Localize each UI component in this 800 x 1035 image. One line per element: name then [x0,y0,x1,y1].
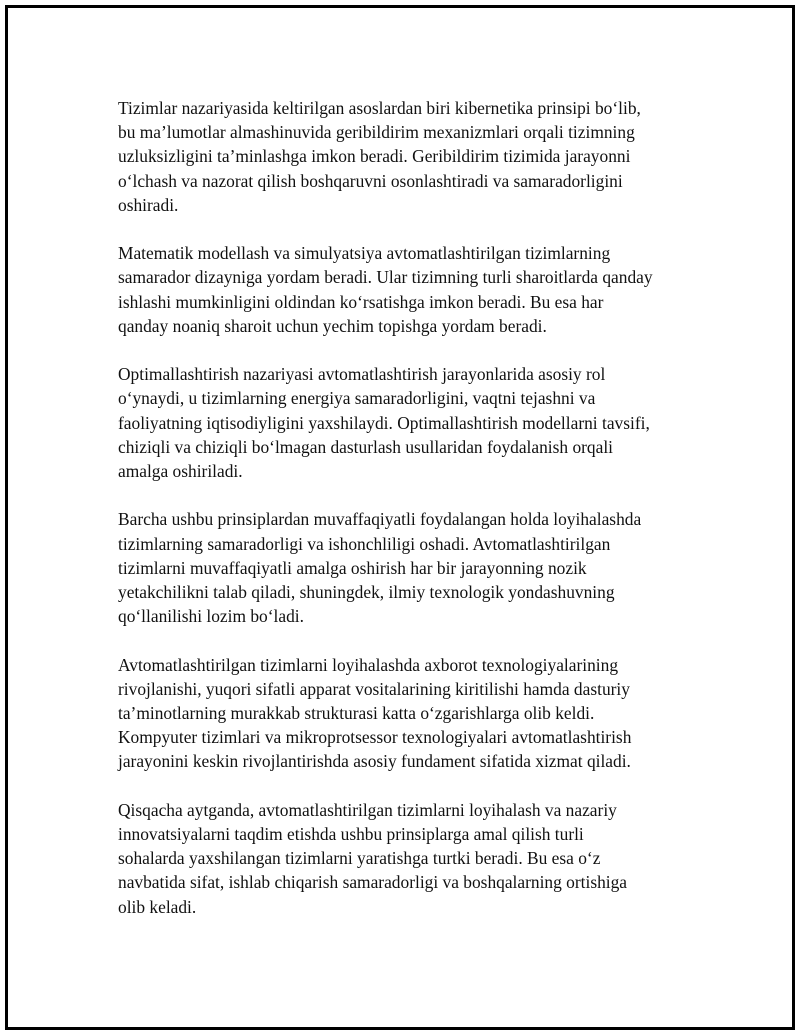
paragraph-4: Barcha ushbu prinsiplardan muvaffaqiyatli foydalangan holda loyihalashda tizimlarning samaradorligi va ishonchliligi oshadi. Avtomatlashtirilgan tizimlarni muvaffaqiyatli amalga oshirish har bir jarayonning nozik yetakchilikni talab qiladi, shuningdek, ilmiy texnologik yondashuvning qo‘llanilishi lozim bo‘ladi. [118,509,642,627]
document-body [118,96,698,943]
paragraph-6: Qisqacha aytganda, avtomatlashtirilgan tizimlarni loyihalash va nazariy innovatsiyalarni taqdim etishda ushbu prinsiplarga amal qilish turli sohalarda yaxshilangan tizimlarni yaratishga turtki beradi. Bu esa o‘z navbatida sifat, ishlab chiqarish samaradorligi va boshqalarning ortishiga olib keladi. [118,799,628,917]
paragraph-5: Avtomatlashtirilgan tizimlarni loyihalashda axborot texnologiyalarining rivojlanishi, yuqori sifatli apparat vositalarining kiritilishi hamda dasturiy ta’minotlarning murakkab strukturasi katta o‘zgarishlarga olib keldi. Kompyuter tizimlari va mikroprotsessor texnologiyalari avtomatlashtirish jarayonini keskin rivojlantirishda asosiy fundament sifatida xizmat qiladi. [118,654,632,772]
paragraph-3: Optimallashtirish nazariyasi avtomatlashtirish jarayonlarida asosiy rol o‘ynaydi, u tizimlarning energiya samaradorligini, vaqtni tejashni va faoliyatning iqtisodiyligini yaxshilaydi. Optimallashtirish modellarni tavsifi, chiziqli va chiziqli bo‘lmagan dasturlash usullaridan foydalanish orqali amalga oshiriladi. [118,364,650,482]
paragraph-1: Tizimlar nazariyasida keltirilgan asoslardan biri kibernetika prinsipi bo‘lib, bu ma’lumotlar almashinuvida geribildirim mexanizmlari orqali tizimning uzluksizligini ta’minlashga imkon beradi. Geribildirim tizimida jarayonni o‘lchash va nazorat qilish boshqaruvni osonlashtiradi va samaradorligini oshiradi. [118,98,641,215]
paragraph-2: Matematik modellash va simulyatsiya avtomatlashtirilgan tizimlarning samarador dizayniga yordam beradi. Ular tizimning turli sharoitlarda qanday ishlashi mumkinligini oldindan ko‘rsatishga imkon beradi. Bu esa har qanday noaniq sharoit uchun yechim topishga yordam beradi. [118,243,653,336]
